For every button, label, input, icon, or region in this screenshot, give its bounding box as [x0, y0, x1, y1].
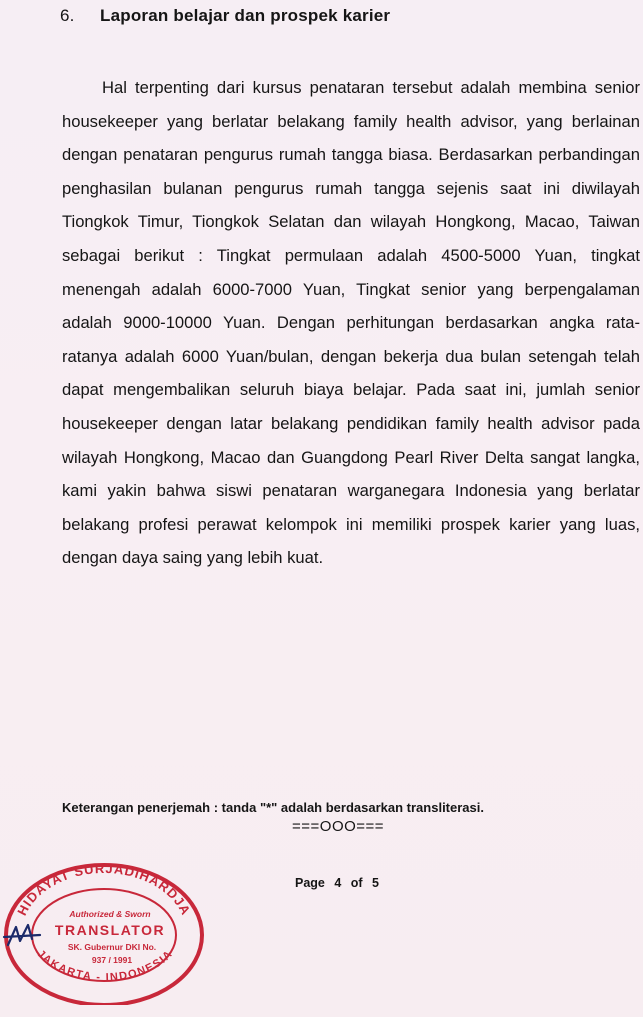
stamp-line4: 937 / 1991 [91, 955, 133, 965]
translator-note: Keterangan penerjemah : tanda "*" adalah berdasarkan transliterasi. [62, 800, 484, 815]
section-title: Laporan belajar dan prospek karier [100, 6, 391, 25]
stamp-line3: SK. Gubernur DKI No. [67, 942, 157, 952]
translator-stamp [0, 855, 205, 1005]
body-paragraph: Hal terpenting dari kursus penataran tersebut adalah membina senior housekeeper yang berlatar belakang family health advisor, yang berlainan dengan penataran pengurus rumah tangga biasa. Berdasarkan perbandingan penghasilan bulanan pengurus rumah tangga sejenis saat ini diwilayah Tiongkok Timur, Tiongkok Selatan dan wilayah Hongkong, Macao, Taiwan sebagai berikut : Tingkat permulaan adalah 4500-5000 Yuan, tingkat menengah adalah 6000-7000 Yuan, Tingkat senior yang berpengalaman adalah 9000-10000 Yuan. Dengan perhitungan berdasarkan angka rata-ratanya adalah 6000 Yuan/bulan, dengan bekerja dua bulan setengah telah dapat mengembalikan seluruh biaya belajar. Pada saat ini, jumlah senior housekeeper dengan latar belakang pendidikan family health advisor pada wilayah Hongkong, Macao dan Guangdong Pearl River Delta sangat langka, kami yakin bahwa siswi penataran warganegara Indonesia yang berlatar belakang profesi perawat kelompok ini memiliki prospek karier yang luas, dengan daya saing yang lebih kuat. [62, 78, 640, 568]
stamp-line2: TRANSLATOR [54, 922, 166, 938]
section-heading [60, 6, 390, 26]
section-number: 6. [60, 6, 75, 25]
signature-mark [4, 925, 40, 945]
svg-text:JAKARTA - INDONESIA [35, 948, 176, 984]
page-number: Page 4 of 5 [295, 876, 379, 890]
separator: ===OOO=== [292, 818, 385, 835]
stamp-line1: Authorized & Sworn [69, 909, 151, 919]
stamp-bottom-text: JAKARTA - INDONESIA [34, 947, 176, 984]
stamp-top-text: HIDAYAT SURJADIHARDJA [14, 860, 194, 918]
